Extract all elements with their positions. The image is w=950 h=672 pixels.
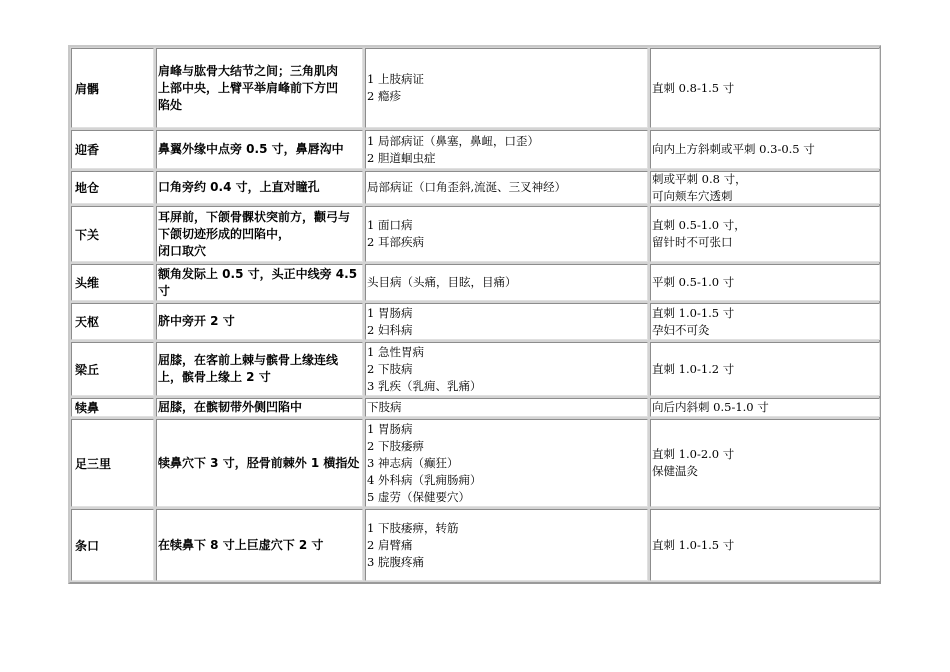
indication-item: 1 胃肠病	[367, 305, 413, 320]
needling-list	[651, 399, 769, 416]
point-name: 犊鼻	[75, 401, 100, 415]
location-cell	[156, 130, 363, 169]
indications-cell	[365, 130, 648, 169]
indication-item: 2 妇科病	[367, 322, 413, 337]
point-location: 口角旁约 0.4 寸，上直对瞳孔	[158, 180, 320, 194]
indication-item: 2 瘾疹	[367, 89, 401, 103]
needling-cell	[650, 48, 880, 128]
point-name-cell	[71, 130, 154, 169]
needling-item: 向内上方斜刺或平刺 0.3-0.5 寸	[652, 142, 815, 156]
point-name: 下关	[75, 227, 100, 242]
point-location: 肩峰与肱骨大结节之间；三角肌肉 上部中央，上臂平举肩峰前下方凹 陷处	[158, 63, 339, 112]
indication-item: 1 急性胃病	[367, 344, 424, 359]
indication-item: 2 肩臂痛	[367, 537, 413, 552]
needling-item: 刺或平刺 0.8 寸，	[652, 171, 747, 186]
point-location: 额角发际上 0.5 寸，头正中线旁 4.5 寸	[158, 266, 358, 298]
indications-list	[366, 217, 424, 251]
needling-cell	[650, 398, 880, 417]
location-cell	[156, 206, 363, 262]
point-name-cell	[71, 206, 154, 262]
table-row	[70, 418, 879, 508]
needling-item: 直刺 0.5-1.0 寸，	[652, 218, 746, 232]
needling-list	[651, 217, 746, 251]
indication-item: 2 胆道蛔虫症	[367, 150, 436, 165]
indication-item: 5 虚劳（保健要穴）	[367, 489, 470, 504]
indications-cell	[365, 48, 648, 128]
needling-list	[651, 141, 815, 158]
needling-item: 留针时不可张口	[652, 235, 733, 249]
point-name: 梁丘	[75, 362, 100, 377]
indications-list	[366, 274, 517, 291]
point-name: 地仓	[75, 181, 100, 195]
needling-cell	[650, 130, 880, 169]
indication-item: 下肢病	[367, 400, 402, 414]
point-name-cell	[71, 509, 154, 581]
needling-list	[651, 171, 747, 204]
table-row	[70, 47, 879, 129]
point-location: 在犊鼻下 8 寸上巨虚穴下 2 寸	[158, 537, 324, 552]
indications-cell	[365, 398, 648, 417]
indication-item: 3 神志病（癫狂）	[367, 455, 459, 470]
needling-cell	[650, 303, 880, 340]
needling-item: 向后内斜刺 0.5-1.0 寸	[652, 400, 769, 414]
point-name-cell	[71, 264, 154, 301]
indication-item: 2 下肢痿痹	[367, 438, 424, 453]
needling-list	[651, 446, 734, 480]
indications-cell	[365, 419, 648, 507]
point-name: 迎香	[75, 143, 100, 157]
location-cell	[156, 342, 363, 396]
point-location: 脐中旁开 2 寸	[158, 314, 235, 328]
location-cell	[156, 171, 363, 204]
point-name: 头维	[75, 276, 100, 290]
table-row	[70, 397, 879, 418]
point-name-cell	[71, 419, 154, 507]
indication-item: 1 胃肠病	[367, 421, 413, 436]
point-name: 条口	[75, 538, 100, 553]
location-cell	[156, 303, 363, 340]
point-location: 犊鼻穴下 3 寸，胫骨前棘外 1 横指处	[158, 455, 360, 470]
indications-list	[366, 421, 481, 506]
point-name-cell	[71, 398, 154, 417]
indication-item: 1 面口病	[367, 218, 413, 232]
needling-item: 孕妇不可灸	[652, 322, 710, 337]
table-row	[70, 508, 879, 582]
indication-item: 头目病（头痛，目眩，目痛）	[367, 275, 517, 289]
needling-list	[651, 361, 734, 378]
indications-list	[366, 305, 412, 339]
table-row	[70, 341, 879, 397]
needling-item: 保健温灸	[652, 464, 698, 478]
indications-list	[366, 344, 481, 395]
point-location: 耳屏前，下颌骨髁状突前方，颧弓与 下颌切迹形成的凹陷中， 闭口取穴	[158, 209, 351, 258]
indication-item: 4 外科病（乳痈肠痈）	[367, 472, 482, 487]
needling-item: 直刺 1.0-1.5 寸	[652, 305, 735, 320]
point-name: 足三里	[75, 456, 112, 471]
location-cell	[156, 419, 363, 507]
location-cell	[156, 48, 363, 128]
indications-list	[366, 520, 458, 571]
indications-cell	[365, 206, 648, 262]
indications-list	[366, 399, 402, 416]
point-name-cell	[71, 342, 154, 396]
needling-list	[651, 80, 734, 97]
table-row	[70, 170, 879, 205]
location-cell	[156, 509, 363, 581]
table-row	[70, 205, 879, 263]
needling-cell	[650, 509, 880, 581]
needling-cell	[650, 264, 880, 301]
indications-cell	[365, 264, 648, 301]
needling-item: 直刺 0.8-1.5 寸	[652, 80, 735, 95]
needling-cell	[650, 342, 880, 396]
indication-item: 2 耳部疾病	[367, 235, 424, 249]
needling-item: 直刺 1.0-1.5 寸	[652, 537, 735, 552]
indication-item: 2 下肢病	[367, 361, 413, 376]
indications-cell	[365, 342, 648, 396]
location-cell	[156, 398, 363, 417]
indication-item: 3 脘腹疼痛	[367, 554, 424, 569]
needling-list	[651, 274, 734, 291]
point-name: 肩髃	[75, 81, 100, 96]
indications-cell	[365, 303, 648, 340]
indications-cell	[365, 509, 648, 581]
point-name-cell	[71, 48, 154, 128]
point-name-cell	[71, 171, 154, 204]
point-location: 鼻翼外缘中点旁 0.5 寸，鼻唇沟中	[158, 142, 344, 156]
indication-item: 1 局部病证（鼻塞，鼻衄，口歪）	[367, 133, 539, 148]
needling-item: 直刺 1.0-1.2 寸	[652, 361, 735, 376]
table-row	[70, 302, 879, 341]
table-row	[70, 129, 879, 170]
needling-list	[651, 537, 734, 554]
needling-cell	[650, 206, 880, 262]
acupoint-table	[68, 45, 881, 584]
indications-list	[366, 71, 424, 105]
needling-cell	[650, 171, 880, 204]
indications-list	[366, 133, 539, 167]
point-name: 天枢	[75, 315, 100, 329]
indication-item: 3 乳疾（乳痈、乳痛）	[367, 378, 482, 393]
needling-cell	[650, 419, 880, 507]
indications-list	[366, 179, 566, 196]
indication-item: 局部病证（口角歪斜,流涎、三叉神经）	[367, 180, 567, 194]
needling-item: 可向颊车穴透刺	[652, 188, 733, 203]
indication-item: 1 上肢病证	[367, 72, 424, 86]
point-name-cell	[71, 303, 154, 340]
indication-item: 1 下肢痿痹，转筋	[367, 520, 459, 535]
location-cell	[156, 264, 363, 301]
point-location: 屈膝，在髌韧带外侧凹陷中	[158, 400, 303, 414]
needling-list	[651, 305, 734, 339]
needling-item: 平刺 0.5-1.0 寸	[652, 275, 735, 289]
point-location: 屈膝，在客前上棘与髌骨上缘连线 上，髌骨上缘上 2 寸	[158, 353, 339, 384]
needling-item: 直刺 1.0-2.0 寸	[652, 447, 735, 461]
table-row	[70, 263, 879, 302]
indications-cell	[365, 171, 648, 204]
